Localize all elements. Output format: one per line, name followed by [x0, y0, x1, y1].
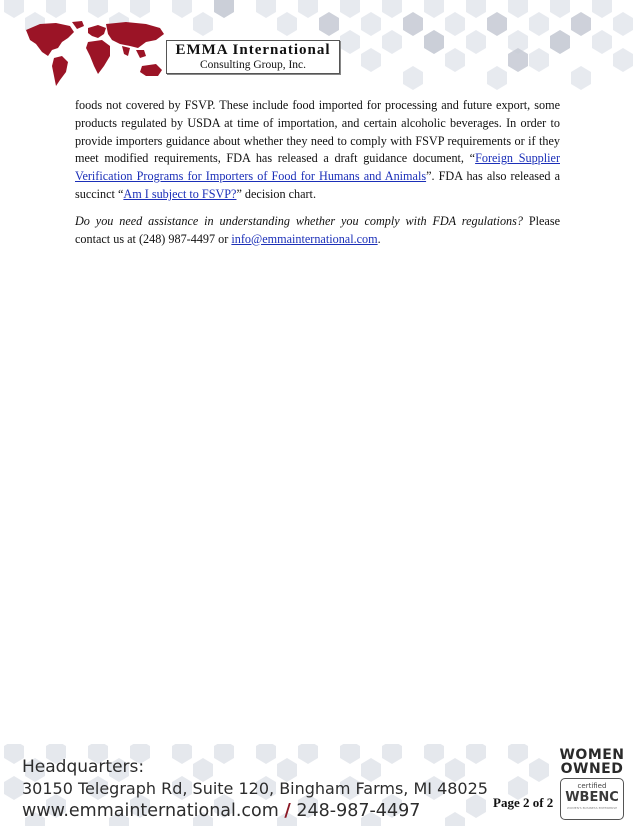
paragraph-contact [75, 213, 560, 249]
paragraph-text: ” decision chart. [236, 186, 316, 201]
link-am-i-subject[interactable]: Am I subject to FSVP? [123, 186, 237, 201]
paragraph-text: Please contact us at (248) 987-4497 or [75, 213, 560, 246]
page-number: Page 2 of 2 [493, 795, 554, 810]
document-body [75, 97, 560, 248]
world-map-icon [22, 20, 172, 92]
paragraph-fsvp-info [75, 97, 560, 204]
company-logo [166, 40, 340, 74]
email-link[interactable]: info@emmainternational.com [231, 231, 378, 246]
footer-web-line [22, 800, 488, 822]
wbenc-seal [560, 778, 624, 820]
company-subtitle: Consulting Group, Inc. [199, 59, 307, 71]
women-owned-badge-icon [556, 748, 628, 824]
paragraph-text: . [377, 231, 381, 246]
page-footer [0, 744, 638, 826]
badge-certified: certified [577, 782, 607, 790]
badge-owned: OWNED [560, 761, 624, 777]
footer-contact [22, 756, 488, 822]
badge-wbenc: WBENC [565, 790, 619, 805]
badge-tagline: WOMEN'S BUSINESS ENTERPRISE [566, 806, 618, 810]
headquarters-address: 30150 Telegraph Rd, Suite 120, Bingham Farms, MI 48025 [22, 779, 488, 798]
phone-number: 248-987-4497 [296, 801, 421, 821]
headquarters-label: Headquarters: [22, 757, 145, 777]
website-link[interactable]: www.emmainternational.com [22, 801, 279, 821]
badge-women: WOMEN [559, 747, 625, 763]
company-name: EMMA International [175, 42, 331, 58]
link-fsvp-guidance[interactable]: Foreign Supplier Verification Programs for Importers of Food for Humans and Animals [75, 151, 560, 184]
paragraph-text: ”. FDA has also released a succinct “ [75, 169, 560, 201]
contact-question: Do you need assistance in understanding whether you comply with FDA regulations? [75, 213, 523, 228]
paragraph-text: foods not covered by FSVP. These include food imported for processing and future export, some products regulated by USDA at time of importation, and certain alcoholic beverages. In order to provide importers guidance about whether they need to comply with FSVP requirements or if they meet modified requirements, FDA has released a draft guidance document, “ [75, 98, 560, 166]
separator: / [284, 801, 291, 821]
page-header [0, 0, 638, 95]
